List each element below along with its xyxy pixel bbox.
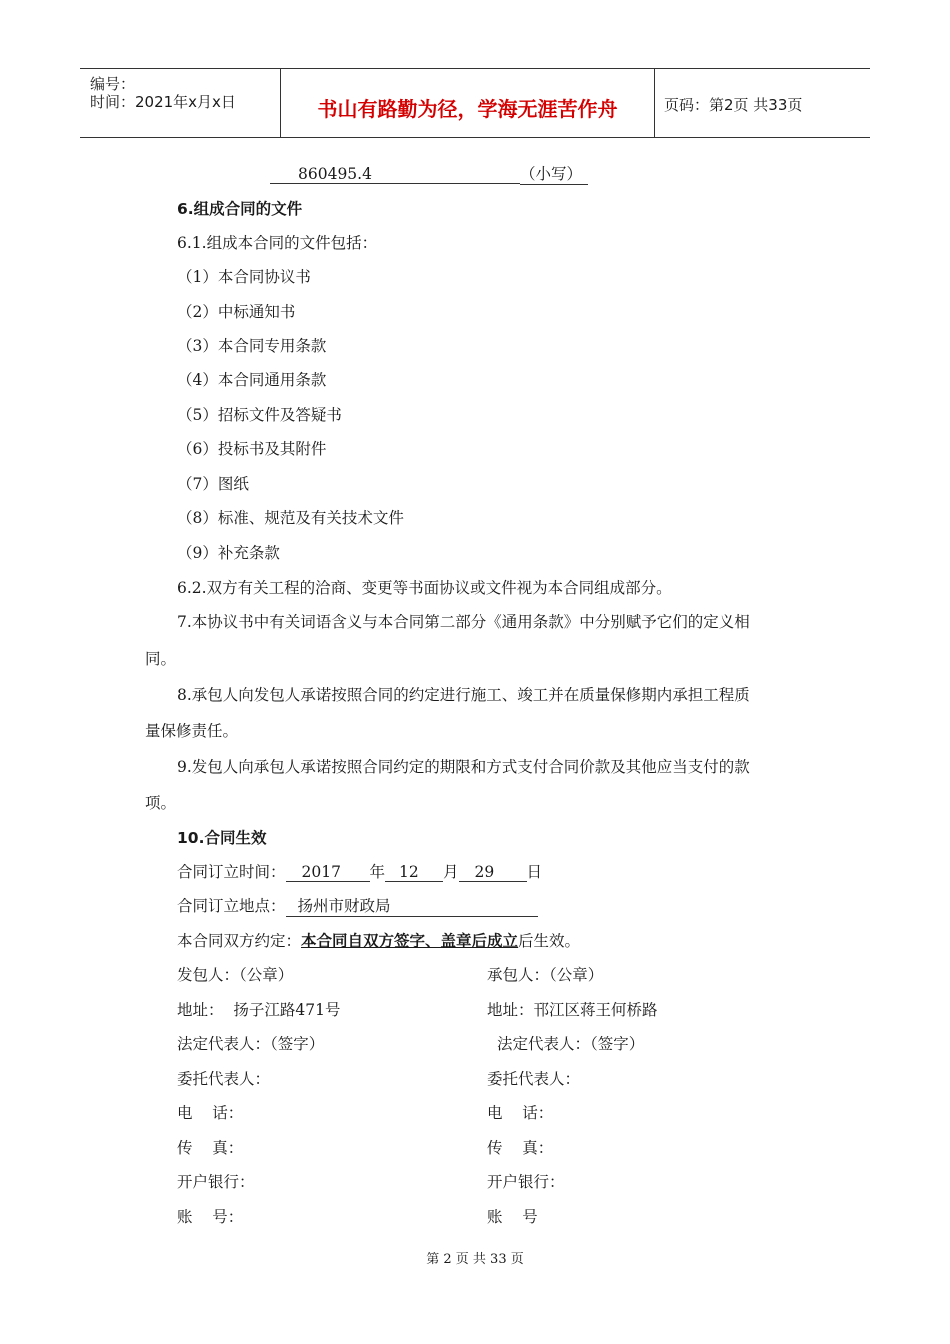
clause-6-2: 6.2.双方有关工程的洽商、变更等书面协议或文件视为本合同组成部分。 (177, 579, 672, 597)
document-list-item: （1）本合同协议书 (177, 268, 311, 286)
employer-agent: 委托代表人： (177, 1070, 271, 1088)
document-number-label: 编号： (90, 75, 136, 93)
contract-place-line (177, 894, 538, 917)
header-page-number: 页码：第2页 共33页 (664, 96, 803, 114)
document-list-item: （2）中标通知书 (177, 303, 296, 321)
clause-7-line-1: 7.本协议书中有关词语含义与本合同第二部分《通用条款》中分别赋予它们的定义相 (177, 613, 750, 631)
contractor-agent: 委托代表人： (487, 1070, 581, 1088)
header-right-cell (654, 69, 870, 137)
contract-place: 扬州市财政局 (286, 894, 538, 917)
amount-line (270, 162, 588, 185)
agreement-line (177, 929, 580, 951)
employer-bank: 开户银行： (177, 1173, 255, 1191)
document-time-label: 时间：2021年x月x日 (90, 93, 236, 111)
contract-date-line (177, 860, 542, 882)
contract-day: 29 (459, 863, 527, 882)
section-6-title: 6.组成合同的文件 (177, 200, 303, 218)
employer-account: 账 号： (177, 1208, 244, 1226)
header-motto: 书山有路勤为径，学海无涯苦作舟 (317, 97, 618, 121)
section-10-title: 10.合同生效 (177, 829, 267, 847)
contract-month: 12 (385, 863, 443, 882)
year-unit: 年 (369, 863, 386, 881)
document-list-item: （6）投标书及其附件 (177, 440, 327, 458)
employer-address: 地址： 扬子江路471号 (177, 1001, 341, 1019)
contractor-legal-rep: 法定代表人：（签字） (497, 1035, 645, 1053)
contractor-fax: 传 真： (487, 1139, 554, 1157)
document-list-item: （9）补充条款 (177, 544, 280, 562)
document-list-item: （3）本合同专用条款 (177, 337, 327, 355)
agreement-prefix: 本合同双方约定： (177, 932, 302, 950)
agreement-emphasis: 本合同自双方签字、盖章后成立 (301, 932, 519, 950)
contractor-account: 账 号 (487, 1208, 538, 1226)
contractor-bank: 开户银行： (487, 1173, 565, 1191)
month-unit: 月 (443, 863, 459, 881)
document-list-item: （5）招标文件及答疑书 (177, 406, 342, 424)
clause-9-line-2: 项。 (145, 794, 177, 812)
contract-year: 2017 (286, 863, 370, 882)
employer-legal-rep: 法定代表人：（签字） (177, 1035, 325, 1053)
document-list-item: （7）图纸 (177, 475, 249, 493)
clause-8-line-1: 8.承包人向发包人承诺按照合同的约定进行施工、竣工并在质量保修期内承担工程质 (177, 686, 750, 704)
document-list-item: （4）本合同通用条款 (177, 371, 327, 389)
employer-fax: 传 真： (177, 1139, 244, 1157)
header-left-cell (80, 69, 280, 137)
contractor-address: 地址：邗江区蒋王何桥路 (487, 1001, 658, 1019)
contract-place-label: 合同订立地点： (177, 897, 286, 915)
employer-phone: 电 话： (177, 1104, 244, 1122)
page-footer: 第 2 页 共 33 页 (426, 1252, 524, 1267)
agreement-suffix: 后生效。 (518, 932, 581, 950)
document-list-item: （8）标准、规范及有关技术文件 (177, 509, 404, 527)
contractor-phone: 电 话： (487, 1104, 554, 1122)
contract-date-label: 合同订立时间： (177, 863, 286, 881)
page-header (80, 68, 870, 138)
clause-7-line-2: 同。 (145, 650, 177, 668)
amount-note: （小写） (520, 162, 588, 185)
contractor-seal: 承包人：（公章） (487, 966, 604, 984)
section-6-1-intro: 6.1.组成本合同的文件包括： (177, 234, 378, 252)
clause-8-line-2: 量保修责任。 (145, 722, 239, 740)
day-unit: 日 (526, 863, 543, 881)
header-motto-cell (280, 69, 655, 137)
clause-9-line-1: 9.发包人向承包人承诺按照合同约定的期限和方式支付合同价款及其他应当支付的款 (177, 758, 750, 776)
amount-value: 860495.4 (270, 165, 520, 184)
employer-seal: 发包人：（公章） (177, 966, 294, 984)
